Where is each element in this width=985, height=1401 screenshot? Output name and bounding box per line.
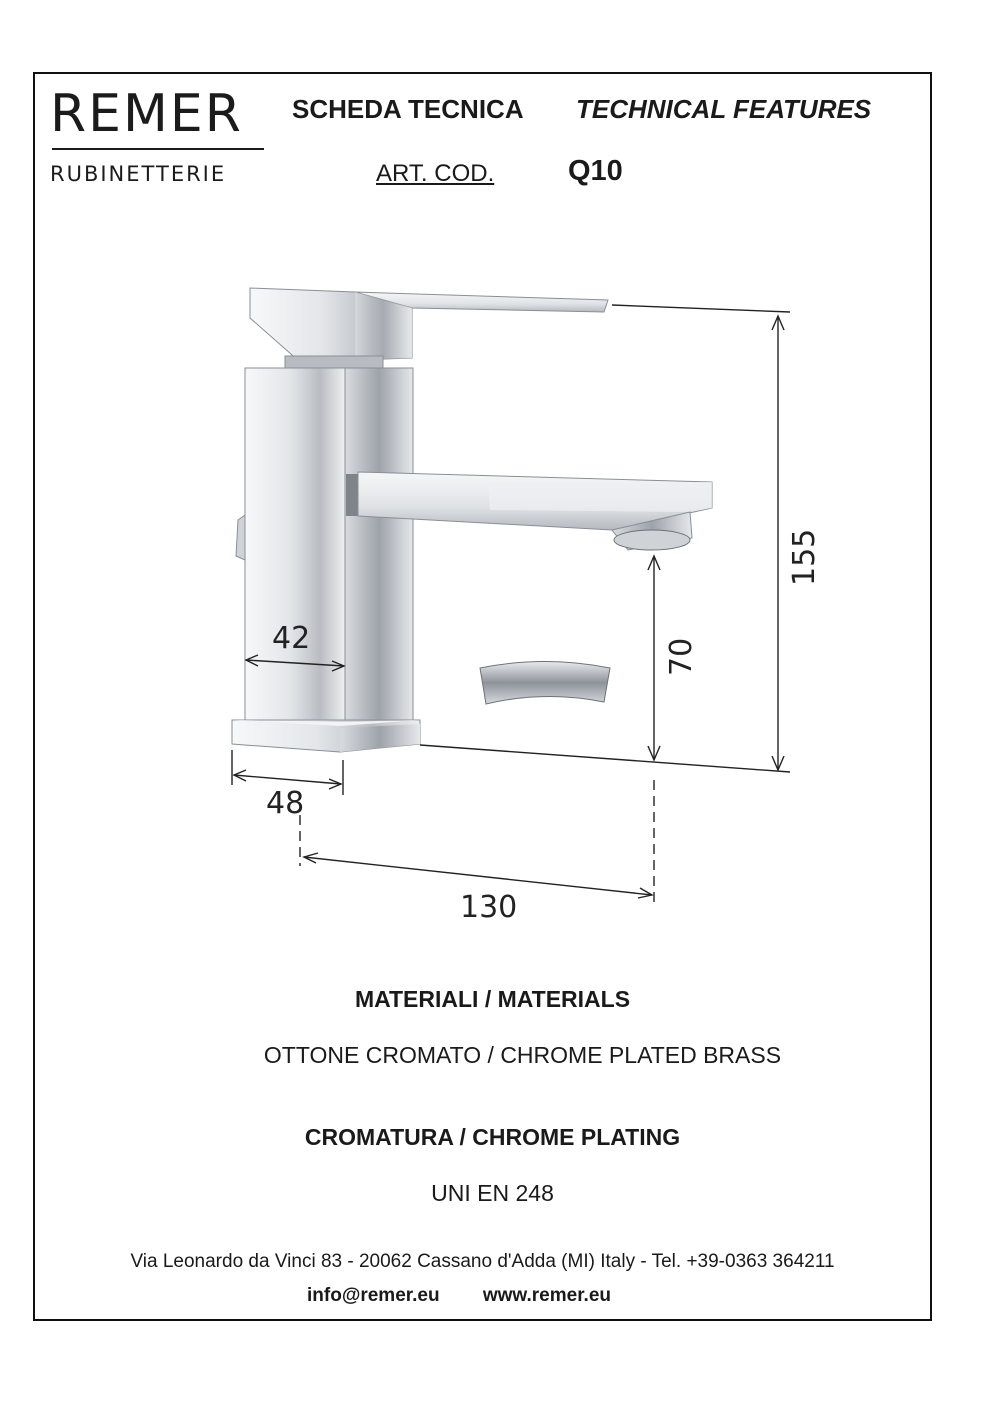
article-code: Q10	[568, 155, 623, 187]
lever-handle	[250, 288, 608, 368]
base-plate	[232, 720, 420, 752]
website-link[interactable]: www.remer.eu	[482, 1285, 611, 1306]
brand-subtitle: RUBINETTERIE	[50, 162, 227, 186]
sheet-title-english: TECHNICAL FEATURES	[576, 94, 872, 124]
company-address: Via Leonardo da Vinci 83 - 20062 Cassano d'Adda (MI) Italy - Tel. +39-0363 364211	[130, 1251, 835, 1272]
dimension-42: 42	[272, 621, 311, 656]
article-code-label: ART. COD.	[376, 160, 495, 187]
materials-title: MATERIALI / MATERIALS	[354, 986, 631, 1012]
email-link[interactable]: info@remer.eu	[307, 1285, 440, 1306]
plating-value: UNI EN 248	[431, 1180, 554, 1206]
materials-value: OTTONE CROMATO / CHROME PLATED BRASS	[263, 1042, 782, 1068]
dimension-48: 48	[266, 786, 305, 821]
sheet-title-italian: SCHEDA TECNICA	[292, 94, 524, 124]
dimension-130: 130	[460, 890, 518, 925]
contact-line	[307, 1285, 649, 1307]
dimension-70: 70	[664, 637, 699, 676]
brand-logo: REMER	[50, 84, 243, 144]
dimension-155: 155	[787, 528, 822, 586]
mixer-body	[236, 368, 413, 720]
drain-plug	[480, 662, 610, 705]
plating-title: CROMATURA / CHROME PLATING	[304, 1124, 681, 1150]
